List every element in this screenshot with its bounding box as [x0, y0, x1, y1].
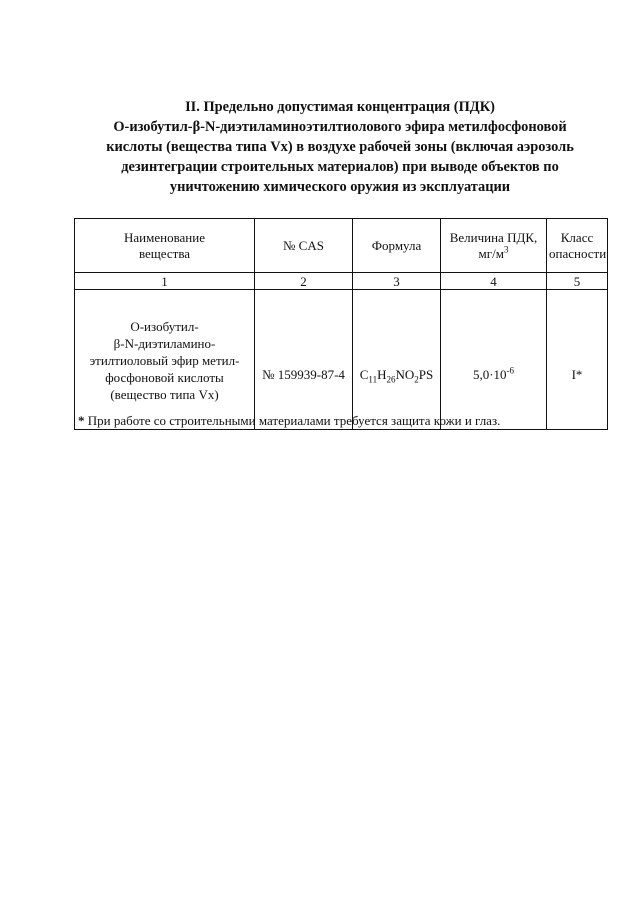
- heading-line: дезинтеграции строительных материалов) при выводе объектов по: [121, 159, 559, 175]
- heading-line: уничтожению химического оружия из эксплуатации: [169, 179, 511, 195]
- heading-line: кислоты (вещества типа Vx) в воздухе рабочей зоны (включая аэрозоль: [106, 139, 574, 155]
- hazard-class-cell: I*: [547, 290, 608, 430]
- pdk-table: [74, 218, 608, 430]
- footnote-mark: *: [78, 413, 85, 428]
- footnote: [78, 413, 500, 429]
- column-number: 3: [353, 273, 441, 290]
- heading-line: О-изобутил-β-N-диэтиламиноэтилтиолового эфира метилфосфоновой: [113, 119, 567, 135]
- formula-cell: $C_{11}H_{26}NO_2PS$: [353, 290, 441, 430]
- cas-number-cell: № 159939-87-4: [255, 290, 353, 430]
- column-number: 2: [255, 273, 353, 290]
- column-number: 1: [75, 273, 255, 290]
- footnote-text: При работе со строительными материалами требуется защита кожи и глаз.: [84, 413, 501, 428]
- header-hazard-class: Класс опасности: [547, 219, 608, 273]
- header-substance-name: Наименование вещества: [75, 219, 255, 273]
- column-number: 4: [441, 273, 547, 290]
- table-header-row: [75, 219, 608, 273]
- document-heading: [80, 97, 600, 197]
- header-pdk-value: Величина ПДК, $мг/м^3$: [441, 219, 547, 273]
- header-formula: Формула: [353, 219, 441, 273]
- header-cas: № CAS: [255, 219, 353, 273]
- column-numbers-row: [75, 273, 608, 290]
- table-row: [75, 290, 608, 430]
- heading-line: II. Предельно допустимая концентрация (ПДК): [185, 99, 495, 115]
- pdk-value-cell: $5,0\cdot 10^{-6}$: [441, 290, 547, 430]
- column-number: 5: [547, 273, 608, 290]
- substance-name-cell: О-изобутил- β-N-диэтиламино- этилтиоловый эфир метил- фосфоновой кислоты (вещество типа Vx): [75, 290, 255, 430]
